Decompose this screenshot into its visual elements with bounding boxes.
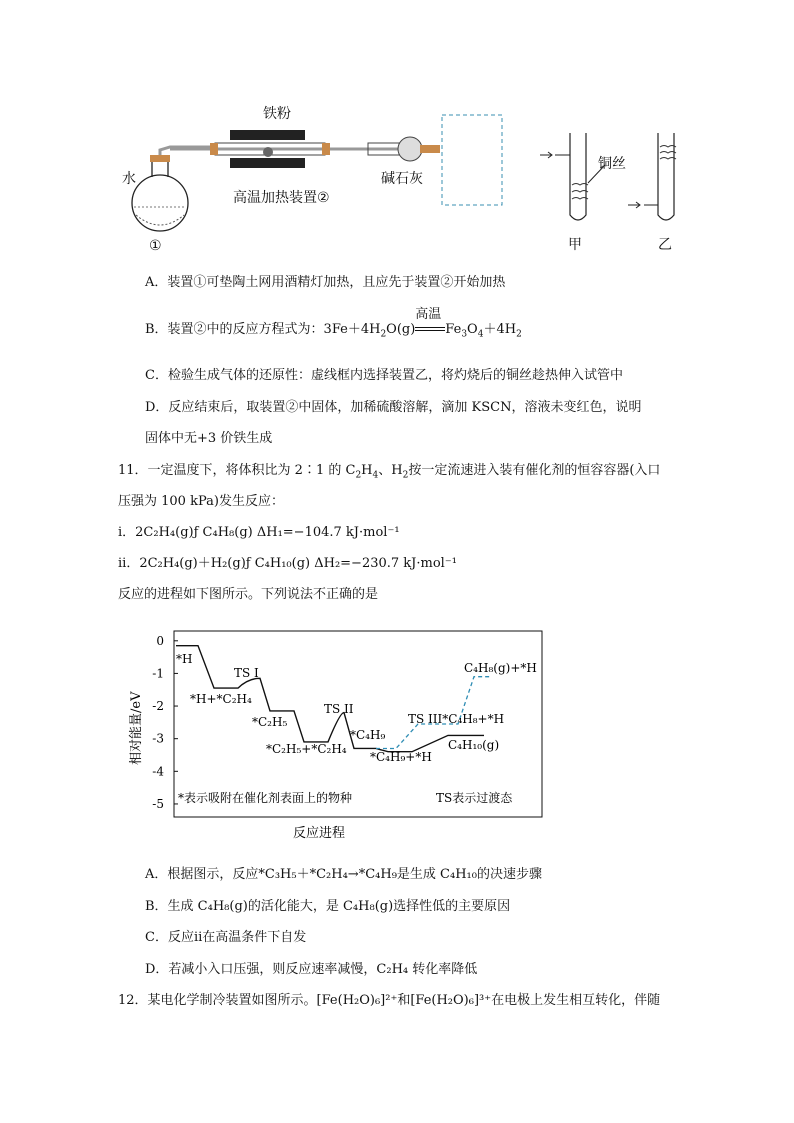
q11-stem-line2: 压强为 100 kPa)发生反应： (118, 494, 284, 509)
q11-stem-line1: 11．一定温度下，将体积比为 2∶1 的 $C_2H_4$、$H_2$按一定流速进入装有催化剂的恒容容器(入口 (118, 463, 661, 481)
q11-option-b: B．生成 C₄H₈(g)的活化能大，是 C₄H₈(g)选择性低的主要原因 (145, 899, 511, 914)
label-c2h5: *C₂H₅ (252, 715, 288, 729)
label-c4h9-h: *C₄H₉+*H (370, 750, 432, 764)
y-tick-label: -3 (152, 731, 164, 746)
label-heater: 高温加热装置② (233, 190, 330, 206)
label-ts2: TS II (324, 702, 354, 716)
iron-powder-mark (263, 147, 273, 157)
label-h: *H (176, 652, 193, 666)
q10-option-a: A．装置①可垫陶土网用酒精灯加热，且应先于装置②开始加热 (145, 275, 506, 290)
label-c4h9: *C₄H₉ (350, 728, 386, 742)
q10-option-d-line2: 固体中无+3 价铁生成 (145, 431, 273, 446)
flask-1 (132, 155, 188, 231)
label-soda-lime: 碱石灰 (381, 171, 423, 187)
label-c2h5-c2h4: *C₂H₅+*C₂H₄ (266, 742, 347, 756)
dashed-box (442, 115, 502, 205)
label-c4h8: C₄H₈(g)+*H (464, 661, 537, 675)
heater-top (230, 130, 305, 140)
q11-option-c: C．反应ⅱ在高温条件下自发 (145, 930, 307, 945)
label-h-c2h4: *H+*C₂H₄ (190, 692, 252, 706)
label-iron-powder: 铁粉 (263, 106, 291, 122)
y-tick-label: 0 (156, 633, 164, 648)
label-copper-wire: 铜丝 (598, 156, 626, 172)
label-tube-jia: 甲 (568, 237, 582, 253)
q10-option-b: B．装置②中的反应方程式为：$3Fe+4H_2O(g)$ 高温 $Fe_3O_4+4H_2$ (145, 318, 522, 340)
note-ts: TS表示过渡态 (436, 791, 513, 805)
label-ts1: TS I (234, 666, 259, 680)
y-tick-label: -1 (152, 666, 164, 681)
label-flask-no: ① (149, 238, 162, 254)
q10-option-c: C．检验生成气体的还原性：虚线框内选择装置乙，将灼烧后的铜丝趁热伸入试管中 (145, 368, 623, 383)
q12-stem: 12．某电化学制冷装置如图所示。[Fe(H₂O)₆]²⁺和[Fe(H₂O)₆]³⁺在电极上发生相互转化，伴随 (118, 993, 661, 1008)
heater-bottom (230, 158, 305, 168)
q11-option-d: D．若减小入口压强，则反应速率减慢，C₂H₄ 转化率降低 (145, 962, 478, 977)
soda-lime-bulb (398, 137, 422, 161)
label-c4h10: C₄H₁₀(g) (448, 738, 500, 752)
y-tick-label: -4 (152, 764, 164, 779)
label-tube-yi: 乙 (658, 237, 672, 253)
q11-stem-line3: 反应的进程如下图所示。下列说法不正确的是 (118, 587, 379, 602)
label-water: 水 (122, 171, 136, 187)
note-adsorbed: *表示吸附在催化剂表面上的物种 (178, 791, 353, 805)
tube-yi (628, 133, 676, 220)
label-ts3: TS III*C₄H₈+*H (408, 712, 505, 726)
y-tick-label: -2 (152, 699, 164, 714)
tube-jia (540, 133, 605, 220)
q10-option-d-line1: D．反应结束后，取装置②中固体，加稀硫酸溶解，滴加 KSCN，溶液未变红色，说明 (145, 400, 642, 415)
q11-reaction-1: ⅰ．2C₂H₄(g)ƒ C₄H₈(g) ΔH₁=−104.7 kJ·mol⁻¹ (118, 525, 400, 540)
x-axis-label: 反应进程 (293, 826, 346, 841)
q11-reaction-2: ⅱ．2C₂H₄(g)＋H₂(g)ƒ C₄H₁₀(g) ΔH₂=−230.7 kJ·mol⁻¹ (118, 556, 457, 571)
y-axis-label: 相对能量/eV (129, 691, 144, 765)
y-tick-label: -5 (152, 796, 164, 811)
q11-option-a: A．根据图示，反应*C₃H₅＋*C₂H₄→*C₄H₉是生成 C₄H₁₀的决速步骤 (145, 867, 542, 882)
energy-diagram (118, 615, 558, 845)
reaction-condition: 高温 (415, 307, 442, 322)
